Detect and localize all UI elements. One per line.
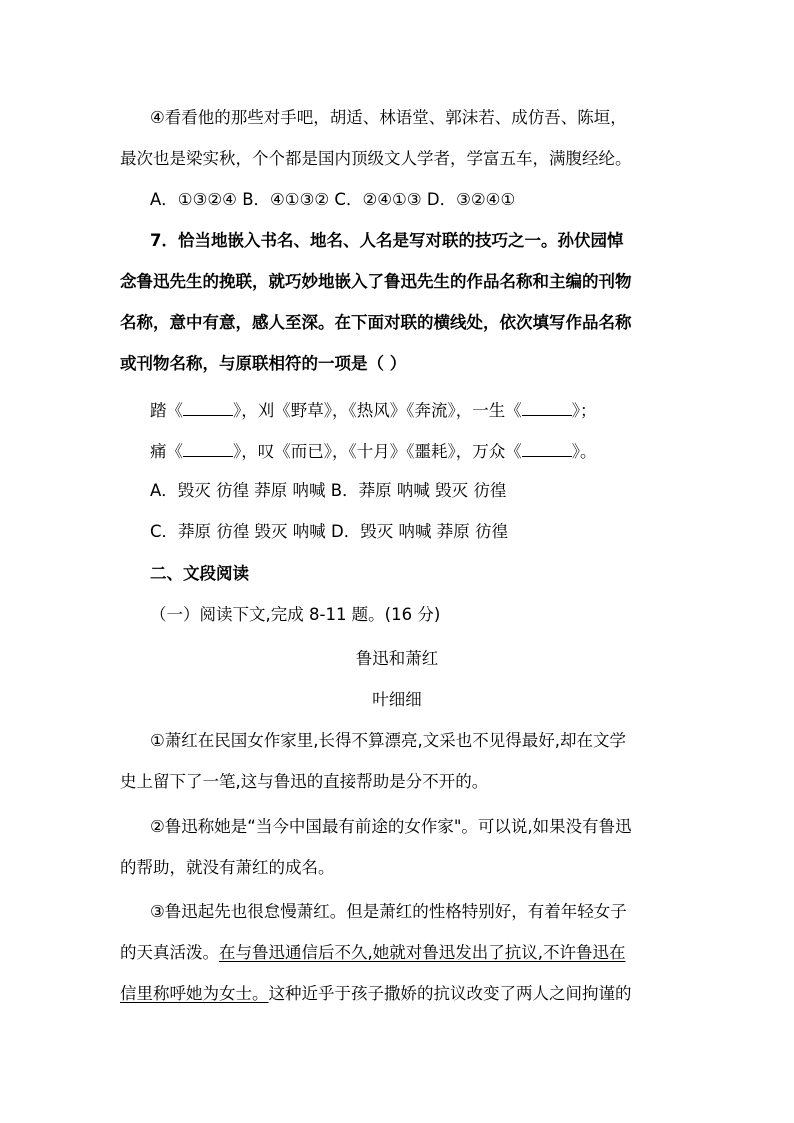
paragraph-2-line1: ②鲁迅称她是“当今中国最有前途的女作家"。可以说,如果没有鲁迅 [150, 817, 632, 836]
q7-couplet-lower [150, 440, 597, 462]
q7-stem-line1: 7．恰当地嵌入书名、地名、人名是写对联的技巧之一。孙伏园悼 [150, 231, 624, 250]
couplet-upper-c: 》； [571, 401, 597, 420]
article-title: 鲁迅和萧红 [355, 649, 439, 668]
couplet-lower-a: 痛《 [150, 442, 183, 461]
underlined-sentence-part2: 信里称呼她为女士。 [120, 984, 269, 1003]
paragraph-1-line1: ①萧红在民国女作家里,长得不算漂亮,文采也不见得最好,却在文学 [150, 731, 627, 750]
q7-stem-line2: 念鲁迅先生的挽联，就巧妙地嵌入了鲁迅先生的作品名称和主编的刊物 [120, 272, 632, 291]
section-heading: 二、文段阅读 [150, 564, 249, 583]
article-author: 叶细细 [372, 690, 422, 709]
section-subheading: （一）阅读下文,完成 8-11 题。(16 分) [150, 605, 441, 624]
paragraph-3-line2 [120, 943, 626, 963]
q7-couplet-upper [150, 399, 597, 421]
q6-item4-line1: ④看看他的那些对手吧，胡适、林语堂、郭沫若、成仿吾、陈垣， [150, 108, 627, 127]
paragraph-3-line2-plain: 的天真活泼。 [120, 943, 219, 962]
paragraph-1-line2: 史上留下了一笔,这与鲁迅的直接帮助是分不开的。 [120, 772, 489, 791]
couplet-upper-a: 踏《 [150, 401, 183, 420]
couplet-upper-b: 》，刈《野草》，《热风》《奔流》，一生《 [233, 401, 522, 420]
paragraph-3-line3 [120, 984, 632, 1004]
q6-item4-line2: 最次也是梁实秋，个个都是国内顶级文人学者，学富五车，满腹经纶。 [120, 149, 632, 168]
q7-stem-line3: 名称，意中有意，感人至深。在下面对联的横线处，依次填写作品名称 [120, 313, 632, 332]
underlined-sentence-part1: 在与鲁迅通信后不久,她就对鲁迅发出了抗议,不许鲁迅在 [219, 943, 626, 962]
paragraph-2-line2: 的帮助，就没有萧红的成名。 [120, 858, 335, 877]
q6-options: A．①③②④ B．④①③② C．②④①③ D．③②④① [150, 190, 516, 209]
paragraph-3-line1: ③鲁迅起先也很怠慢萧红。但是萧红的性格特别好，有着年轻女子 [150, 902, 627, 921]
fill-blank-1[interactable] [183, 399, 233, 416]
fill-blank-3[interactable] [183, 440, 233, 457]
fill-blank-4[interactable] [522, 440, 572, 457]
couplet-lower-c: 》。 [571, 442, 597, 461]
fill-blank-2[interactable] [522, 399, 572, 416]
q7-options-ab: A．毁灭 彷徨 莽原 呐喊 B．莽原 呐喊 毁灭 彷徨 [150, 481, 507, 500]
couplet-lower-b: 》，叹《而已》，《十月》《噩耗》，万众《 [233, 442, 522, 461]
q7-options-cd: C．莽原 彷徨 毁灭 呐喊 D．毁灭 呐喊 莽原 彷徨 [150, 522, 508, 541]
q7-stem-line4: 或刊物名称，与原联相符的一项是（ ） [120, 354, 407, 373]
paragraph-3-line3-plain: 这种近乎于孩子撒娇的抗议改变了两人之间拘谨的 [268, 984, 632, 1003]
